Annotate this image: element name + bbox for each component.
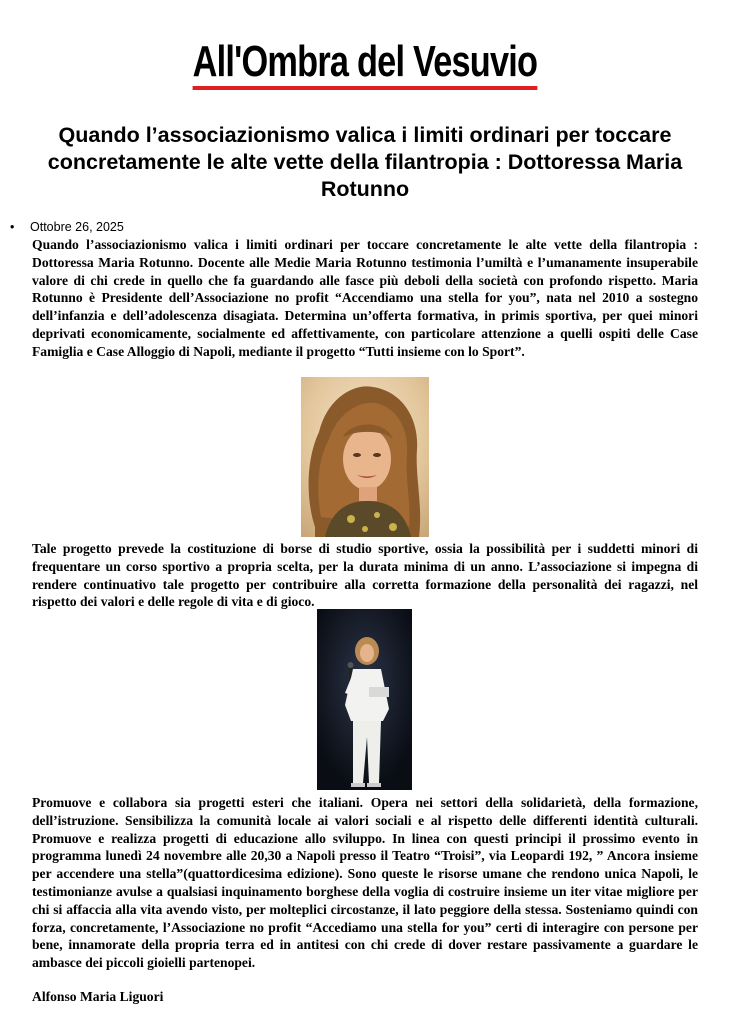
article-date <box>10 220 124 234</box>
portrait-photo <box>301 377 429 537</box>
article-author: Alfonso Maria Liguori <box>32 989 164 1004</box>
article-paragraph-2: Tale progetto prevede la costituzione di borse di studio sportive, ossia la possibilità per i suddetti minori di frequentare un corso sportivo a propria scelta, per la durata minima di un anno. L’associazione si impegna di rendere continuativo tale progetto per contribuire alla corretta formazione della personalità dei ragazzi, nel rispetto dei valori e delle regole di vita e di gioco. <box>32 541 698 610</box>
site-masthead <box>0 37 730 90</box>
bullet-icon: • <box>10 220 15 234</box>
date-text: Ottobre 26, 2025 <box>30 220 124 234</box>
stage-photo <box>317 609 412 790</box>
article-paragraph-1: Quando l’associazionismo valica i limiti ordinari per toccare concretamente le alte vette della filantropia : Dottoressa Maria Rotunno. Docente alle Medie Maria Rotunno testimonia l’umiltà e l’umanamente insuperabile valore di chi crede in quello che fa guardando alle fasce più deboli della società con profondo rispetto. Maria Rotunno è Presidente dell’Associazione no profit “Accendiamo una stella for you”, nata nel 2010 a sostegno dell’infanzia e dell’adolescenza disagiata. Determina un’offerta formativa, in primis sportiva, per quei minori deprivati economicamente, socialmente ed affettivamente, con particolare attenzione a quelli ospiti delle Case Famiglia e Case Alloggio di Napoli, mediante il progetto “Tutti insieme con lo Sport”. <box>32 237 698 359</box>
article-title: Quando l’associazionismo valica i limiti ordinari per toccare concretamente le alte vette della filantropia : Dottoressa Maria Rotunno <box>47 123 683 201</box>
site-logo[interactable]: All'Ombra del Vesuvio <box>193 40 538 90</box>
article-paragraph-3: Promuove e collabora sia progetti esteri che italiani. Opera nei settori della solidarietà, della formazione, dell’istruzione. Sensibilizza la comunità locale ai valori sociali e al rispetto delle differenti identità culturali. Promuove e realizza progetti di educazione allo sviluppo. In linea con questi principi il prossimo evento in programma lunedì 24 novembre alle 20,30 a Napoli presso il Teatro “Troisi”, via Leopardi 192, ” Ancora insieme per accendere una stella”(quattordicesima edizione). Sono queste le risorse umane che rendono unica Napoli, le testimonianze avulse a qualsiasi inquinamento borghese della voglia di costruire insieme un iter vitae migliore per chi si affaccia alla vita avendo visto, per molteplici circostanze, il lato peggiore della stessa. Sosteniamo quindi con forza, concretamente, l’Associazione no profit “Accediamo una stella for you” certi di interagire con persone per bene, innamorate della propria terra ed in antitesi con chi crede di dover restare passivamente a guardare le ambasce dei piccoli gioielli partenopei. <box>32 795 698 971</box>
